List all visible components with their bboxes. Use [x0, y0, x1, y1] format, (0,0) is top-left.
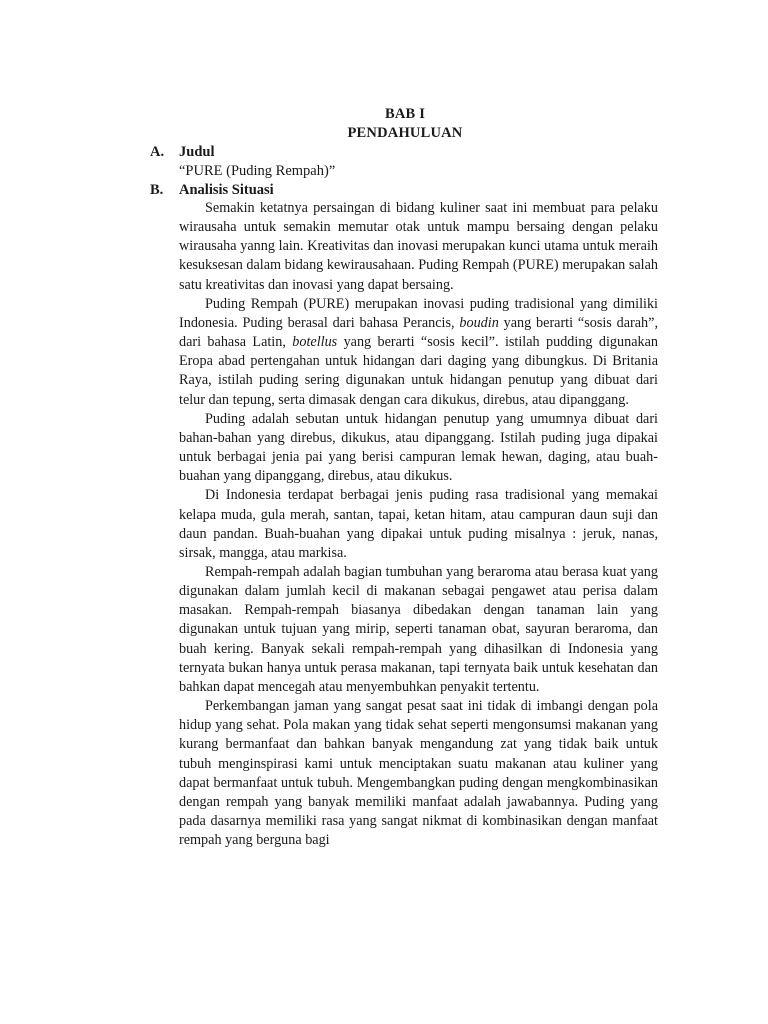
paragraph-2-part-a: Puding Rempah (PURE) merupakan inovasi puding tradisional yang dimiliki Indonesia. Puding berasal dari bahasa Perancis,	[179, 295, 658, 331]
section-b-title: Analisis Situasi	[179, 182, 274, 198]
paragraph-4: Di Indonesia terdapat berbagai jenis puding rasa tradisional yang memakai kelapa muda, gula merah, santan, tapai, ketan hitam, atau campuran daun suji dan daun pandan. Buah-buahan yang dipakai untuk puding misalnya : jeruk, nanas, sirsak, mangga, atau markisa.	[179, 487, 658, 561]
paragraph-2	[179, 295, 658, 410]
section-b-heading	[150, 181, 274, 200]
chapter-title: PENDAHULUAN	[347, 125, 463, 141]
paragraph-2-italic-boudin: boudin	[459, 314, 499, 331]
paragraph-5: Rempah-rempah adalah bagian tumbuhan yang beraroma atau berasa kuat yang digunakan dalam jumlah kecil di makanan sebagai pengawet atau perisa dalam masakan. Rempah-rempah biasanya dibedakan dengan tanaman lain yang digunakan untuk tujuan yang mirip, seperti tanaman obat, sayuran beraroma, dan buah kering. Banyak sekali rempah-rempah yang dihasilkan di Indonesia yang ternyata bukan hanya untuk perasa makanan, tapi ternyata baik untuk kesehatan dan bahkan dapat mencegah atau menyembuhkan penyakit tertentu.	[179, 563, 658, 695]
paragraph-2-italic-botellus: botellus	[292, 334, 338, 351]
section-a-letter: A.	[150, 144, 165, 160]
paragraph-2-part-c: yang berarti “sosis darah”, dari bahasa Latin,	[179, 314, 658, 351]
paragraph-1: Semakin ketatnya persaingan di bidang kuliner saat ini membuat para pelaku wirausaha untuk semakin memutar otak untuk mampu bersaing dengan pelaku wirausaha yanng lain. Kreativitas dan inovasi merupakan kunci utama untuk meraih kesuksesan dalam bidang kewirausahaan. Puding Rempah (PURE) merupakan salah satu kreativitas dan inovasi yang dapat bersaing.	[179, 200, 658, 293]
paragraph-3: Puding adalah sebutan untuk hidangan penutup yang umumnya dibuat dari bahan-bahan yang direbus, dikukus, atau dipanggang. Istilah puding juga dipakai untuk berbagai jenia pai yang berisi campuran lemak hewan, daging, atau buah-buahan yang dipanggang, direbus, atau dikukus.	[179, 410, 658, 485]
section-a-content: “PURE (Puding Rempah)”	[179, 163, 336, 179]
section-a-title: Judul	[179, 144, 215, 160]
section-a-heading	[150, 143, 214, 162]
paragraph-6: Perkembangan jaman yang sangat pesat saat ini tidak di imbangi dengan pola hidup yang sehat. Pola makan yang tidak sehat seperti mengonsumsi makanan yang kurang bermanfaat dan bahkan banyak mengandung zat yang tidak baik untuk tubuh menginspirasi kami untuk menciptakan suatu makanan atau kuliner yang dapat bermanfaat untuk tubuh. Mengembangkan puding dengan mengkombinasikan dengan rempah yang banyak memiliki manfaat adalah jawabannya. Puding yang pada dasarnya memiliki rasa yang sangat nikmat di kombinasikan dengan manfaat rempah yang berguna bagi	[179, 698, 658, 849]
section-b-letter: B.	[150, 182, 164, 198]
chapter-number: BAB I	[384, 106, 426, 122]
section-b-body	[179, 199, 658, 850]
paragraph-2-part-e: yang berarti “sosis kecil”. istilah pudding digunakan Eropa abad pertengahan untuk hidangan dari daging yang dibungkus. Di Britania Raya, istilah puding sering digunakan untuk hidangan penutup yang dibuat dari telur dan tepung, serta dimasak dengan cara dikukus, direbus, atau dipanggang.	[179, 334, 658, 408]
